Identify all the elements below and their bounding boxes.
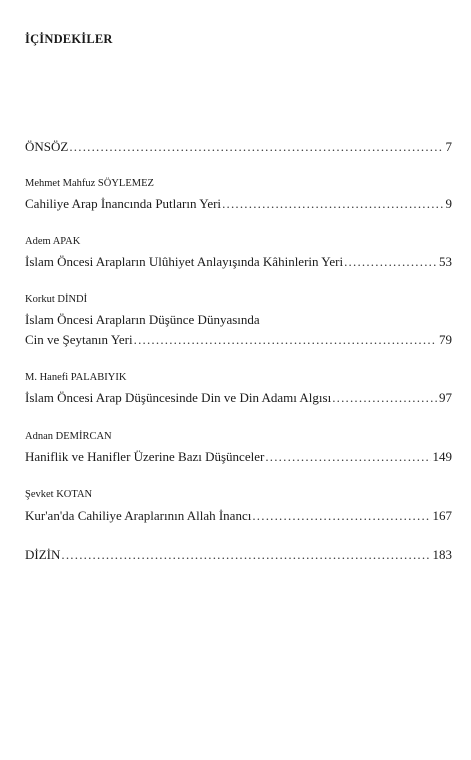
toc-entry-title: ÖNSÖZ: [25, 139, 69, 154]
dot-leader: [252, 508, 430, 524]
dot-leader: [69, 139, 443, 155]
toc-entry: [25, 254, 452, 270]
toc-entry-preface: [25, 139, 452, 155]
toc-entry-title: Haniflik ve Hanifler Üzerine Bazı Düşünceler: [25, 449, 265, 464]
toc-entry-title: Kur'an'da Cahiliye Araplarının Allah İnancı: [25, 508, 252, 523]
toc-page-number: 149: [432, 449, 452, 464]
toc-entry: [25, 196, 452, 212]
toc-entry-author: Şevket KOTAN: [25, 489, 93, 500]
toc-entry: [25, 390, 452, 406]
toc-entry: [25, 332, 452, 348]
toc-entry-title: Cin ve Şeytanın Yeri: [25, 332, 133, 347]
dot-leader: [134, 332, 437, 348]
toc-entry-author: Adem APAK: [25, 236, 81, 247]
toc-entry-author: Adnan DEMİRCAN: [25, 431, 112, 442]
toc-entry-title: Cahiliye Arap İnancında Putların Yeri: [25, 196, 222, 211]
toc-page-number: 9: [445, 196, 452, 211]
toc-entry: [25, 449, 452, 465]
dot-leader: [265, 449, 430, 465]
toc-entry-title-line: İslam Öncesi Arapların Düşünce Dünyasında: [25, 312, 260, 327]
toc-page-number: 79: [439, 332, 452, 347]
toc-entry-author: M. Hanefi PALABIYIK: [25, 372, 127, 383]
dot-leader: [344, 254, 437, 270]
dot-leader: [332, 390, 437, 406]
dot-leader: [61, 547, 430, 563]
toc-page-number: 167: [432, 508, 452, 523]
toc-entry-title: İslam Öncesi Arap Düşüncesinde Din ve Din Adamı Algısı: [25, 390, 332, 405]
toc-page-number: 183: [432, 547, 452, 562]
toc-entry-index: [25, 547, 452, 563]
toc-entry-title: DİZİN: [25, 547, 61, 562]
page-title: İÇİNDEKİLER: [25, 32, 113, 46]
toc-entry-author: Mehmet Mahfuz SÖYLEMEZ: [25, 178, 154, 189]
toc-entry-author: Korkut DİNDİ: [25, 294, 88, 305]
toc-entry: [25, 508, 452, 524]
dot-leader: [222, 196, 443, 212]
toc-page-number: 97: [439, 390, 452, 405]
toc-entry-title: İslam Öncesi Arapların Ulûhiyet Anlayışında Kâhinlerin Yeri: [25, 254, 344, 269]
toc-page-number: 7: [445, 139, 452, 154]
toc-page-number: 53: [439, 254, 452, 269]
